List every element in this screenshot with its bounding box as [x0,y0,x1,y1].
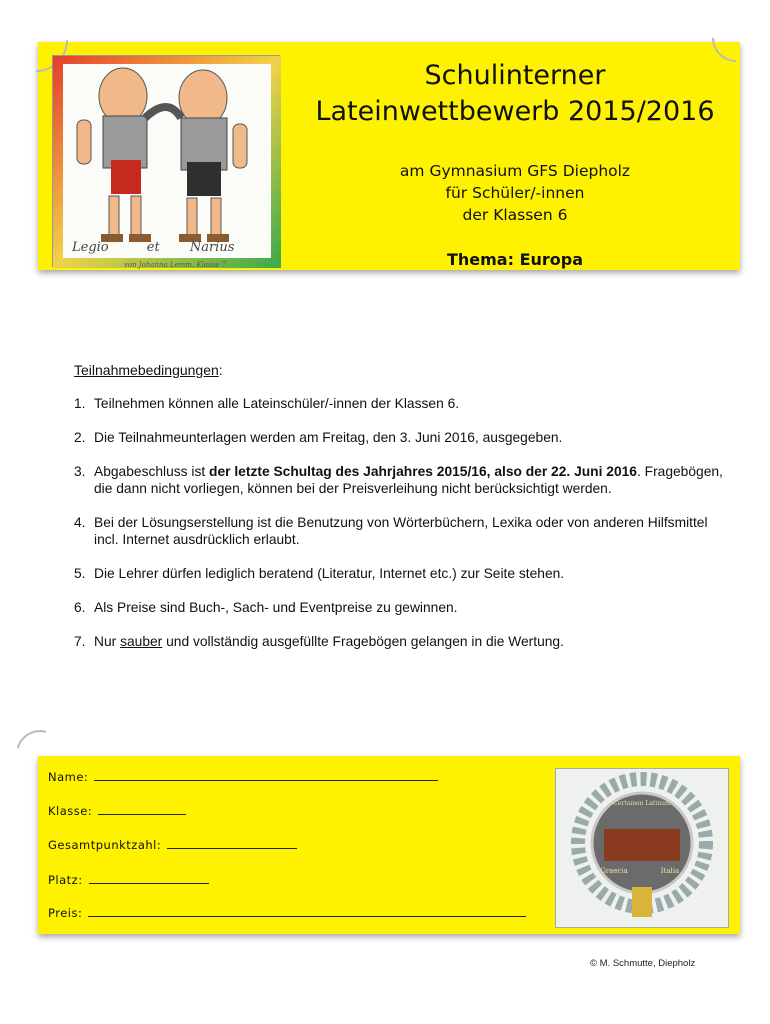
cartoon-caption: Legio et Narius [72,240,235,255]
list-item: 7. Nur sauber und vollständig ausgefüllte Fragebögen gelangen in die Wertung. [74,634,564,649]
name-line[interactable] [94,768,438,781]
rules-heading: Teilnahmebedingungen: [74,362,223,378]
page-title: Schulinterner Lateinwettbewerb 2015/2016 [315,60,715,127]
theme-label: Thema: Europa [446,250,584,269]
page-subtitle: am Gymnasium GFS Diepholz für Schüler/-innen der Klassen 6 [399,162,631,224]
roman-soldiers-illustration [53,56,281,268]
cartoon-image [52,55,280,267]
medal-image [555,768,729,928]
list-item: 6. Als Preise sind Buch-, Sach- und Eventpreise zu gewinnen. [74,600,458,615]
class-field[interactable]: Klasse: [48,802,186,818]
score-field[interactable]: Gesamtpunktzahl: [48,836,297,852]
score-line[interactable] [167,836,297,849]
list-item: 4. Bei der Lösungserstellung ist die Benutzung von Wörterbüchern, Lexika oder von anderen Hilfsmittel incl. Internet ausdrücklich erlaubt. [74,515,708,547]
place-line[interactable] [89,871,209,884]
svg-text:Certamen Latinum: Certamen Latinum [613,800,671,807]
svg-text:Italia: Italia [660,867,680,875]
copyright-text: © M. Schmutte, Diepholz [590,958,696,969]
list-item: 3. Abgabeschluss ist der letzte Schultag des Jahrjahres 2015/16, also der 22. Juni 2016. Fragebögen, die dann nicht vorliegen, können bei der Preisverleihung nicht berücksichtigt werden. [74,464,723,496]
name-field[interactable]: Name: [48,768,438,784]
cartoon-credit: von Johanna Lemm, Klasse 7 [123,261,227,269]
class-line[interactable] [98,802,186,815]
svg-text:Graecia: Graecia [600,867,628,875]
list-item: 5. Die Lehrer dürfen lediglich beratend (Literatur, Internet etc.) zur Seite stehen. [74,566,565,581]
rules-list [74,395,724,667]
list-item: 1. Teilnehmen können alle Lateinschüler/-innen der Klassen 6. [74,396,460,411]
laurel-wreath-illustration [556,769,728,927]
prize-line[interactable] [88,904,526,917]
prize-field[interactable]: Preis: [48,904,526,920]
list-item: 2. Die Teilnahmeunterlagen werden am Freitag, den 3. Juni 2016, ausgegeben. [74,430,563,445]
place-field[interactable]: Platz: [48,871,209,887]
